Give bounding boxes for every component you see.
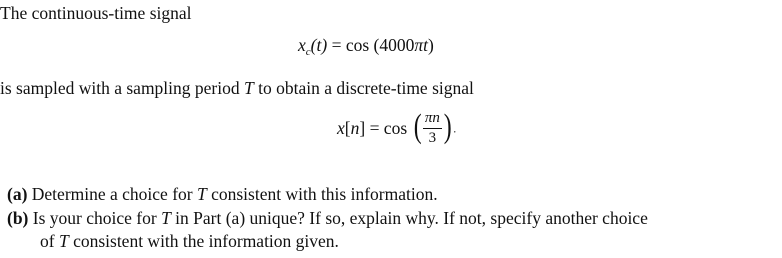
part-b-text-1: Is your choice for [32,208,162,228]
intro-line-2 [0,80,474,98]
part-a-text-2: consistent with this information. [206,184,438,204]
eq2-period: . [453,121,457,136]
intro-text-1: The continuous-time signal [0,3,192,23]
eq2-fraction-bar [423,128,442,129]
equation-continuous-signal [298,35,434,58]
part-b-marker: (b) [7,208,29,228]
part-b-T: T [161,208,171,228]
part-a-text-1: Determine a choice for [31,184,197,204]
eq2-equals-cos: = cos [369,117,408,138]
part-b-line2-text-2: consistent with the information given. [68,231,339,251]
part-b-continued [40,233,339,251]
part-b [7,210,648,228]
part-a-marker: (a) [7,184,28,204]
part-a-T: T [196,184,207,204]
eq2-lhs: x[n] [337,117,366,138]
eq1-rhs: = cos (4000 [331,35,415,55]
eq2-fraction [423,111,442,146]
intro-text-2-T: T [244,78,254,98]
eq2-numerator: πn [424,110,440,126]
intro-line-1 [0,5,192,23]
part-b-line2-T: T [58,231,69,251]
part-a [7,186,438,204]
eq1-rhs-pi-t: πt [414,35,428,55]
equation-discrete-signal [337,107,457,146]
eq2-open-paren: ( [413,107,422,145]
intro-text-2b: to obtain a discrete-time signal [253,78,474,98]
part-b-text-2: in Part (a) unique? If so, explain why. If not, specify another choice [170,208,648,228]
intro-text-2a: is sampled with a sampling period [0,78,244,98]
eq2-denominator: 3 [428,130,437,146]
eq1-lhs-subscript: c [305,46,311,58]
eq1-rhs-close: ) [428,35,434,55]
part-b-line2-text-1: of [40,231,59,251]
eq1-lhs-arg: (t) [310,35,328,55]
eq1-lhs-x: x [298,35,306,55]
eq2-close-paren: ) [443,107,452,145]
